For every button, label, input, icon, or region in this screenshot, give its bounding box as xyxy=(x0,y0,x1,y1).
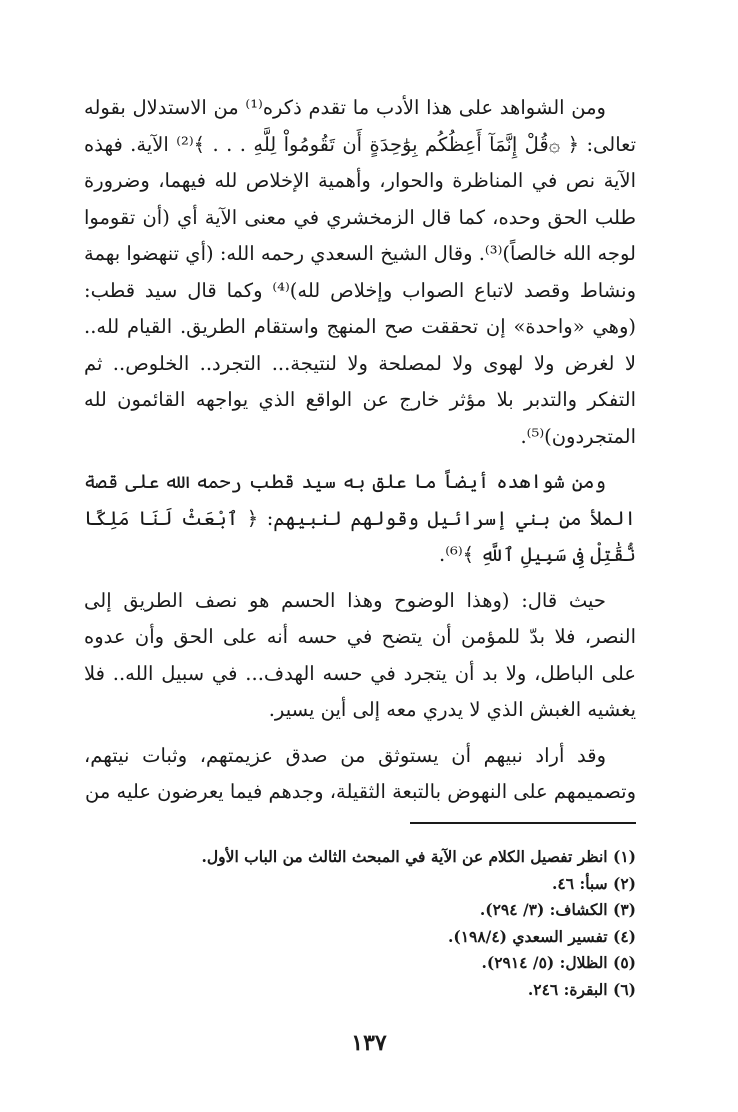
paragraph-1: ومن الشواهد على هذا الأدب ما تقدم ذكره⁽¹⁾ من الاستدلال بقوله تعالى: ﴿ ۞قُلْ إِنَّمَآ أَعِظُكُم بِوَٰحِدَةٍ أَن تَقُومُواْ لِلَّهِ . . . ﴾⁽²⁾ الآية. فهذه الآية نص في المناظرة والحوار، وأهمية الإخلاص لله فيهما، وضرورة طلب الحق وحده، كما قال الزمخشري في معنى الآية أي (أن تقوموا لوجه الله خالصاً)⁽³⁾. وقال الشيخ السعدي رحمه الله: (أي تنهضوا بهمة ونشاط وقصد لاتباع الصواب وإخلاص لله)⁽⁴⁾ وكما قال سيد قطب: (وهي «واحدة» إن تحققت صح المنهج واستقام الطريق. القيام لله.. لا لغرض ولا لهوى ولا لمصلحة ولا لنتيجة... التجرد.. الخلوص.. ثم التفكر والتدبر بلا مؤثر خارج عن الواقع الذي يواجهه القائمون لله المتجردون)⁽⁵⁾. xyxy=(84,96,636,448)
footnote-6: (٦) البقرة: ٢٤٦. xyxy=(527,979,636,999)
footnotes xyxy=(116,844,636,1003)
page-number: ١٣٧ xyxy=(351,1030,387,1056)
main-text xyxy=(84,90,636,820)
paragraph-3: حيث قال: (وهذا الوضوح وهذا الحسم هو نصف الطريق إلى النصر، فلا بدّ للمؤمن أن يتضح في حسه أنه على الحق وأن عدوه على الباطل، ولا بد أن يتجرد في حسه الهدف... في سبيل الله.. فلا يغشيه الغبش الذي لا يدري معه إلى أين يسير. xyxy=(84,588,636,721)
paragraph-4: وقد أراد نبيهم أن يستوثق من صدق عزيمتهم، وثبات نيتهم، وتصميمهم على النهوض بالتبعة الثقيلة، وجدهم فيما يعرضون عليه من xyxy=(84,743,636,803)
footnote-3: (٣) الكشاف: (٣/ ٢٩٤). xyxy=(479,900,636,919)
footnote-separator xyxy=(410,822,636,824)
footnote-1: (١) انظر تفصيل الكلام عن الآية في المبحث الثالث من الباب الأول. xyxy=(201,847,636,866)
footnote-4: (٤) تفسير السعدي (١٩٨/٤). xyxy=(447,926,636,946)
paragraph-2: ومن شواهده أيضاً ما علق به سيد قطب رحمه الله على قصة الملأ من بني إسرائيل وقولهم لنبيهم: ﴿ ٱبْعَثْ لَنَا مَلِكًا نُّقَٰتِلْ فِى سَبِيلِ ٱللَّهِ ﴾⁽⁶⁾. xyxy=(84,470,636,566)
footnote-5: (٥) الظلال: (٥/ ٢٩١٤). xyxy=(481,953,636,972)
footnote-2: (٢) سبأ: ٤٦. xyxy=(552,873,636,893)
